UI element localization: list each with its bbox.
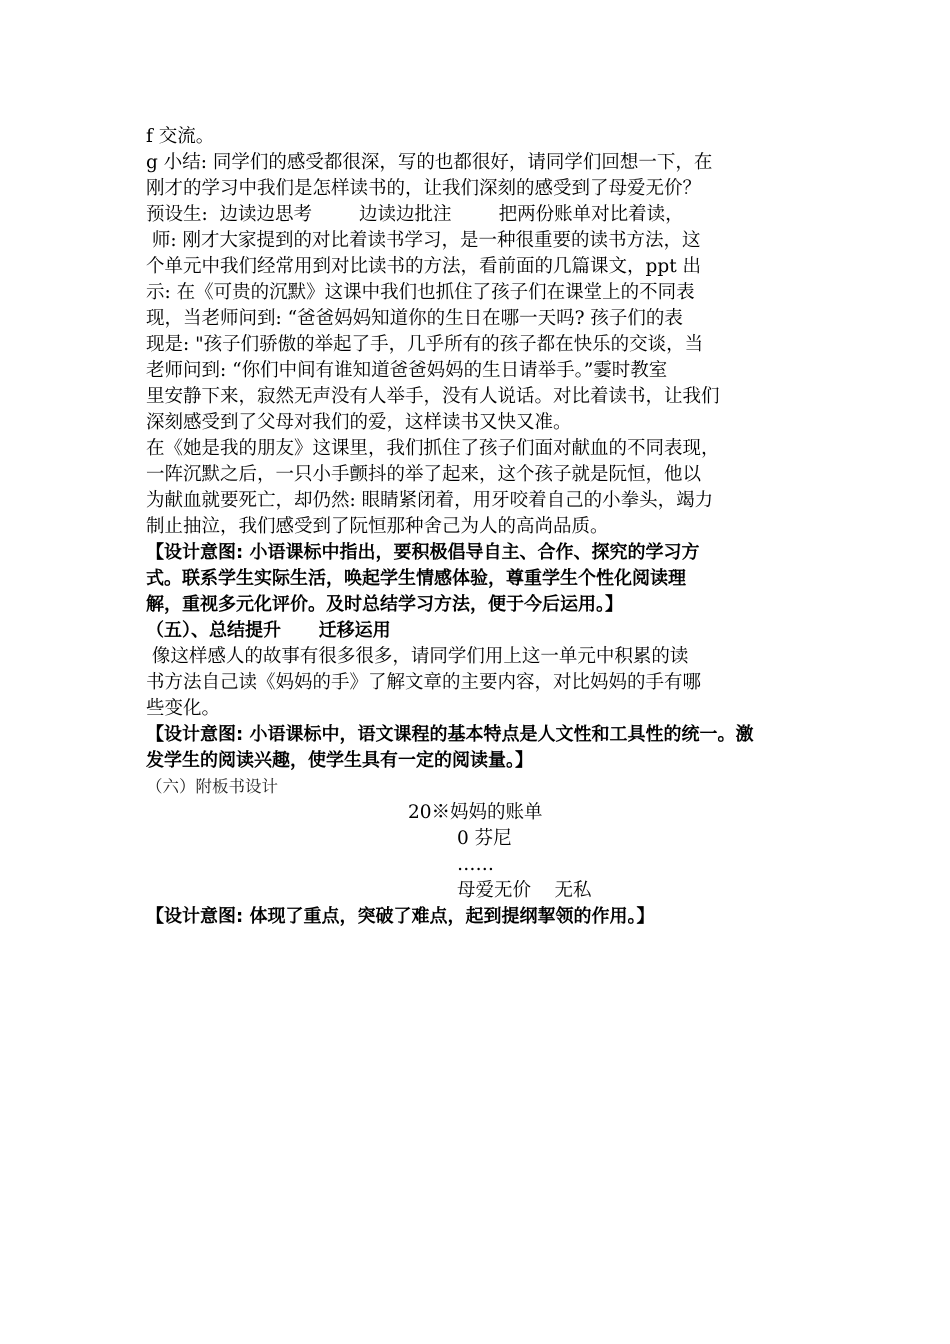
paragraph-line: 示: 在《可贵的沉默》这课中我们也抓住了孩子们在课堂上的不同表 [146,282,695,303]
paragraph-line: 些变化。 [146,698,221,719]
design-intent-line: 解，重视多元化评价。及时总结学习方法，便于今后运用。】 [146,594,623,615]
paragraph-line: 刚才的学习中我们是怎样读书的，让我们深刻的感受到了母爱无价？ [146,178,702,199]
design-intent-line: 【设计意图: 体现了重点，突破了难点，起到提纲挈领的作用。】 [146,906,655,927]
paragraph-line: 在《她是我的朋友》这课里，我们抓住了孩子们面对献血的不同表现， [146,438,720,459]
paragraph-line: 为献血就要死亡，却仍然: 眼睛紧闭着，用牙咬着自己的小拳头，竭力 [146,490,714,511]
paragraph-line: 书方法自己读《妈妈的手》了解文章的主要内容，对比妈妈的手有哪 [146,672,702,693]
paragraph-line: 深刻感受到了父母对我们的爱，这样读书又快又准。 [146,412,572,433]
paragraph-line: 现是: "孩子们骄傲的举起了手，几乎所有的孩子都在快乐的交谈，当 [146,334,704,355]
paragraph-line: 预设生: 边读边思考 边读边批注 把两份账单对比着读， [146,204,684,225]
paragraph-line: 老师问到: “你们中间有谁知道爸爸妈妈的生日请举手。”霎时教室 [146,360,668,381]
paragraph-line: f 交流。 [146,126,215,147]
paragraph-line: 个单元中我们经常用到对比读书的方法，看前面的几篇课文，ppt 出 [146,256,702,277]
paragraph-line: 像这样感人的故事有很多很多，请同学们用上这一单元中积累的读 [146,646,689,667]
design-intent-line: 【设计意图: 小语课标中，语文课程的基本特点是人文性和工具性的统一。激 [146,724,754,745]
paragraph-line: 一阵沉默之后，一只小手颤抖的举了起来，这个孩子就是阮恒，他以 [146,464,702,485]
board-line: 母爱无价 无私 [457,880,592,901]
paragraph-line: 里安静下来，寂然无声没有人举手，没有人说话。对比着读书，让我们 [146,386,720,407]
paragraph-line: 制止抽泣，我们感受到了阮恒那种舍己为人的高尚品质。 [146,516,609,537]
design-intent-line: 【设计意图: 小语课标中指出，要积极倡导自主、合作、探究的学习方 [146,542,700,563]
section-heading-small: （六）附板书设计 [146,777,278,796]
design-intent-line: 发学生的阅读兴趣，使学生具有一定的阅读量。】 [146,750,533,771]
board-title: 20※妈妈的账单 [408,802,543,823]
paragraph-line: 现，当老师问到: “爸爸妈妈知道你的生日在哪一天吗? 孩子们的表 [146,308,683,329]
paragraph-line: g 小结: 同学们的感受都很深，写的也都很好，请同学们回想一下，在 [146,152,713,173]
design-intent-line: 式。联系学生实际生活，唤起学生情感体验，尊重学生个性化阅读理 [146,568,686,589]
board-line: …… [457,854,494,875]
board-line: 0 芬尼 [457,828,512,849]
document-page [146,124,810,930]
paragraph-line: 师: 刚才大家提到的对比着读书学习，是一种很重要的读书方法，这 [146,230,701,251]
section-heading: （五）、总结提升 迁移运用 [146,620,391,641]
